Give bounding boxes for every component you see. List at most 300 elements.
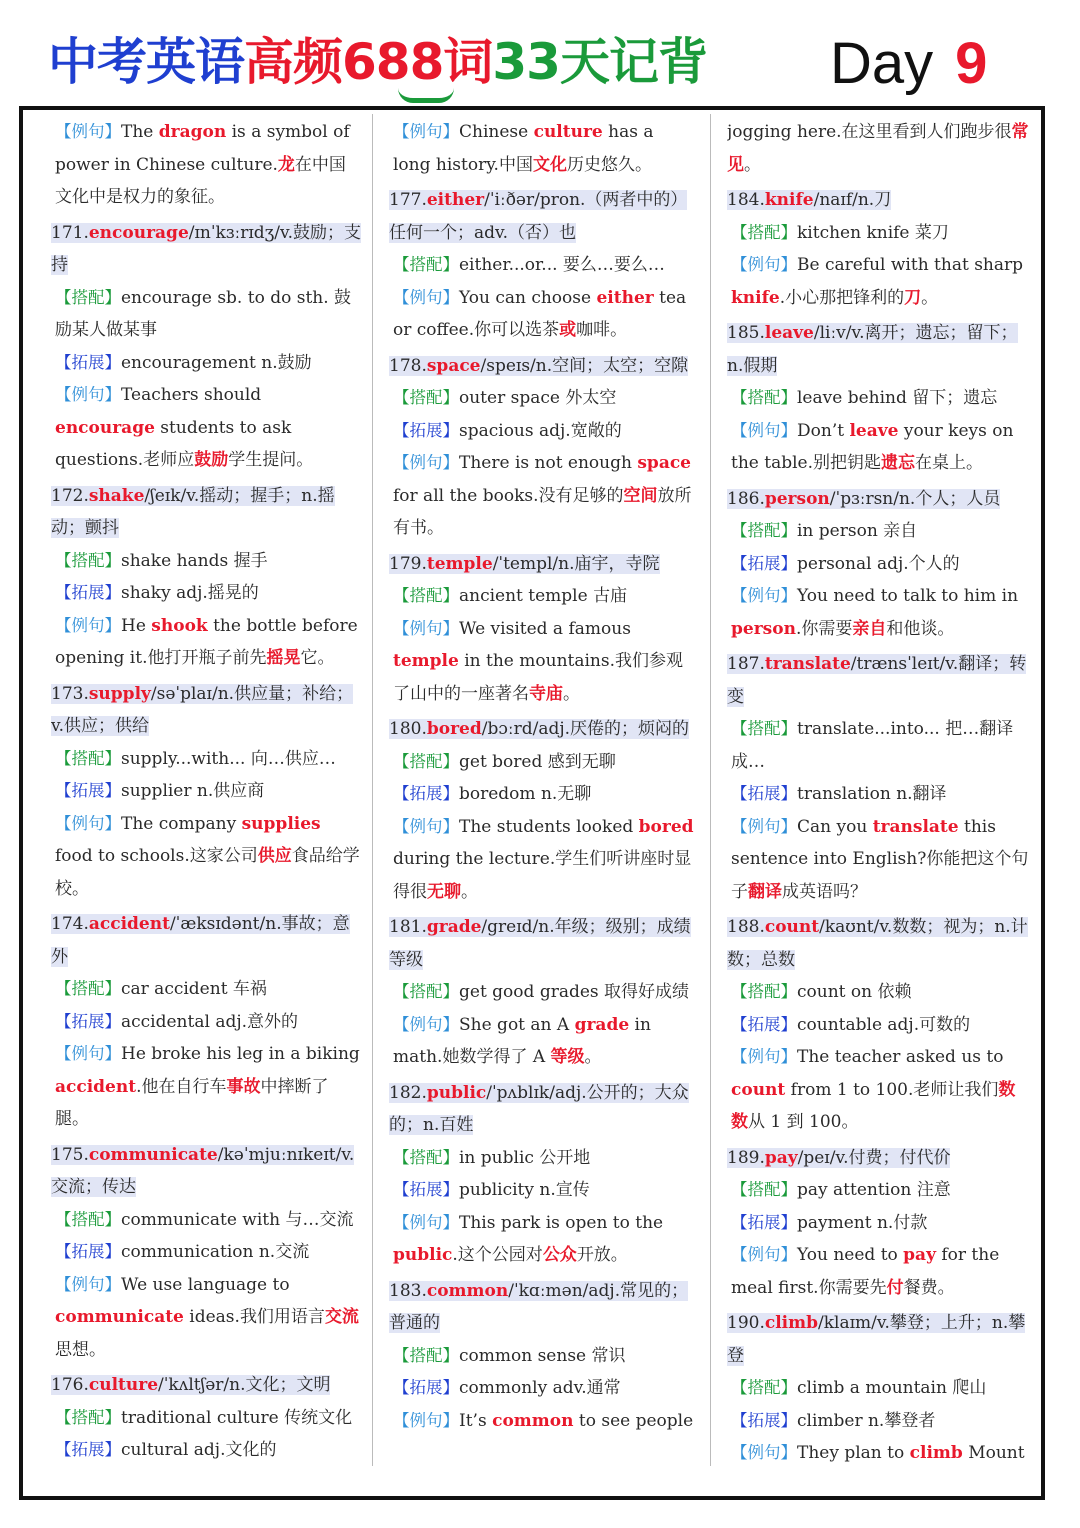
highlighted-keyword: 事故 bbox=[226, 1076, 261, 1097]
extension-line bbox=[51, 775, 361, 808]
highlighted-keyword: person bbox=[731, 618, 796, 639]
vocab-entry bbox=[389, 548, 694, 711]
extension-line bbox=[727, 548, 1032, 581]
collocation-line bbox=[389, 746, 694, 779]
example-text: Chinese culture has a long history.中国文化历史悠久。 bbox=[393, 122, 654, 175]
highlighted-keyword: 寺庙 bbox=[529, 683, 563, 704]
entry-number: 178. bbox=[389, 355, 427, 376]
extension-label: 【拓展】 bbox=[55, 583, 121, 602]
phonetic-and-definition: /ˈpɜːrsn/n.个人；人员 bbox=[829, 488, 1001, 509]
vocab-entry bbox=[727, 317, 1032, 480]
phonetic-and-definition: /ˈiːðər/pron.（两者中的）任何一个；adv.（否）也 bbox=[389, 190, 688, 243]
example-label: 【例句】 bbox=[55, 813, 121, 833]
vocab-entry bbox=[389, 350, 694, 545]
phonetic-and-definition: /ʃeɪk/v.摇动；握手；n.摇动；颤抖 bbox=[51, 485, 335, 538]
headword-line bbox=[727, 911, 1032, 976]
headword: supply bbox=[88, 683, 151, 704]
collocation-label: 【搭配】 bbox=[731, 222, 797, 242]
headword: public bbox=[426, 1082, 487, 1103]
headword: count bbox=[764, 917, 820, 937]
column-3 bbox=[727, 116, 1032, 1482]
extension-line bbox=[51, 347, 361, 380]
highlighted-keyword: 刀 bbox=[904, 287, 922, 308]
highlighted-keyword: 等级 bbox=[550, 1047, 585, 1067]
collocation-line bbox=[389, 382, 694, 415]
example-label: 【例句】 bbox=[55, 1044, 121, 1063]
continued-entry bbox=[51, 116, 361, 214]
title-part-2: 高频688词 bbox=[244, 33, 493, 91]
highlighted-keyword: 无聊 bbox=[427, 881, 461, 902]
extension-text: countable adj.可数的 bbox=[797, 1014, 971, 1035]
headword: either bbox=[426, 190, 485, 210]
example-line bbox=[51, 379, 361, 477]
extension-line bbox=[51, 1434, 361, 1467]
extension-label: 【拓展】 bbox=[55, 781, 121, 800]
collocation-label: 【搭配】 bbox=[55, 748, 121, 768]
highlighted-keyword: 空间 bbox=[623, 485, 658, 506]
headword-highlight bbox=[51, 1375, 330, 1395]
example-label: 【例句】 bbox=[731, 255, 797, 274]
phonetic-and-definition: /greɪd/n.年级；级别；成绩等级 bbox=[389, 917, 691, 970]
example-text: You need to talk to him in person.你需要亲自和他谈。 bbox=[731, 586, 1019, 639]
highlighted-keyword: leave bbox=[849, 420, 899, 441]
extension-line bbox=[727, 1009, 1032, 1042]
entry-number: 177. bbox=[389, 190, 427, 210]
headword-line bbox=[51, 1369, 361, 1402]
title-part-3: 33天记背 bbox=[492, 33, 707, 91]
collocation-label: 【搭配】 bbox=[393, 1345, 459, 1365]
collocation-label: 【搭配】 bbox=[731, 1180, 797, 1199]
headword: knife bbox=[764, 190, 814, 210]
example-text: It’s common to see people bbox=[459, 1410, 694, 1431]
headword-highlight bbox=[389, 356, 688, 376]
phonetic-and-definition: /bɔːrd/adj.厌倦的；烦闷的 bbox=[481, 719, 690, 739]
example-line bbox=[727, 1437, 1032, 1470]
headword: person bbox=[764, 488, 830, 509]
example-text: Don’t leave your keys on the table.别把钥匙遗忘在桌上。 bbox=[731, 420, 1014, 473]
vocab-entry bbox=[727, 1142, 1032, 1305]
example-line bbox=[727, 1041, 1032, 1139]
headword-line bbox=[727, 1307, 1032, 1372]
example-line bbox=[727, 1239, 1032, 1304]
extension-label: 【拓展】 bbox=[731, 1014, 797, 1034]
extension-label: 【拓展】 bbox=[731, 553, 797, 573]
extension-line bbox=[727, 1207, 1032, 1240]
example-line bbox=[51, 808, 361, 906]
entry-number: 184. bbox=[727, 190, 765, 210]
example-label: 【例句】 bbox=[393, 287, 459, 307]
example-line bbox=[727, 249, 1032, 314]
collocation-text: pay attention 注意 bbox=[797, 1180, 951, 1200]
highlighted-keyword: 鼓励 bbox=[194, 450, 229, 470]
vocab-entry bbox=[727, 1307, 1032, 1470]
example-label: 【例句】 bbox=[393, 1212, 459, 1232]
phonetic-and-definition: /kəˈmjuːnɪkeɪt/v.交流；传达 bbox=[51, 1144, 355, 1197]
highlighted-keyword: culture bbox=[533, 122, 603, 142]
highlighted-keyword: 交流 bbox=[324, 1307, 359, 1327]
example-text: She got an A grade in math.她数学得了 A 等级。 bbox=[393, 1014, 651, 1067]
entry-number: 182. bbox=[389, 1082, 427, 1103]
extension-text: encouragement n.鼓励 bbox=[121, 352, 312, 373]
highlighted-keyword: climb bbox=[909, 1443, 963, 1463]
headword: common bbox=[426, 1280, 509, 1301]
continued-entry bbox=[389, 116, 694, 181]
extension-label: 【拓展】 bbox=[393, 784, 459, 803]
headword-line bbox=[51, 908, 361, 973]
entry-number: 187. bbox=[727, 654, 765, 674]
headword-highlight bbox=[727, 654, 1026, 707]
headword-highlight bbox=[389, 719, 689, 739]
headword-line bbox=[727, 483, 1032, 516]
headword: shake bbox=[88, 485, 145, 506]
entry-number: 180. bbox=[389, 719, 427, 739]
example-line bbox=[389, 116, 694, 181]
collocation-text: outer space 外太空 bbox=[459, 388, 617, 408]
extension-text: accidental adj.意外的 bbox=[121, 1011, 299, 1032]
headword: grade bbox=[426, 917, 482, 937]
collocation-label: 【搭配】 bbox=[731, 521, 797, 540]
collocation-line bbox=[389, 249, 694, 282]
headword-line bbox=[51, 480, 361, 545]
collocation-line bbox=[389, 1340, 694, 1373]
page-title bbox=[48, 30, 707, 94]
collocation-text: get bored 感到无聊 bbox=[459, 751, 616, 772]
vocab-entry bbox=[389, 911, 694, 1074]
vocab-entry bbox=[727, 911, 1032, 1139]
collocation-line bbox=[51, 1204, 361, 1237]
highlighted-keyword: accident bbox=[55, 1076, 137, 1097]
highlighted-keyword: pay bbox=[903, 1245, 936, 1265]
example-text: You need to pay for the meal first.你需要先付餐费。 bbox=[731, 1245, 1000, 1298]
example-line bbox=[389, 1207, 694, 1272]
headword-line bbox=[727, 184, 1032, 217]
collocation-line bbox=[727, 1372, 1032, 1405]
entry-number: 174. bbox=[51, 914, 89, 934]
column-divider bbox=[710, 114, 711, 1466]
collocation-line bbox=[727, 713, 1032, 778]
extension-line bbox=[727, 778, 1032, 811]
highlighted-keyword: dragon bbox=[158, 122, 227, 142]
example-label: 【例句】 bbox=[55, 1274, 121, 1294]
vocab-entry bbox=[727, 483, 1032, 646]
example-label: 【例句】 bbox=[731, 420, 797, 440]
headword-line bbox=[389, 548, 694, 581]
collocation-text: supply...with... 向…供应… bbox=[121, 748, 336, 769]
highlighted-keyword: knife bbox=[731, 287, 780, 308]
phonetic-and-definition: /səˈplaɪ/n.供应量；补给；v.供应；供给 bbox=[51, 683, 354, 736]
extension-text: payment n.付款 bbox=[797, 1212, 928, 1233]
entry-number: 181. bbox=[389, 917, 427, 937]
vocab-entry bbox=[51, 908, 361, 1136]
extension-text: shaky adj.摇晃的 bbox=[121, 583, 259, 603]
collocation-line bbox=[389, 976, 694, 1009]
vocab-entry bbox=[389, 713, 694, 908]
highlighted-keyword: space bbox=[637, 453, 691, 473]
example-text: He shook the bottle before opening it.他打开瓶子前先摇晃它。 bbox=[55, 615, 358, 668]
phonetic-and-definition: /kaʊnt/v.数数；视为；n.计数；总数 bbox=[727, 917, 1028, 970]
entry-number: 172. bbox=[51, 485, 89, 506]
collocation-line bbox=[51, 545, 361, 578]
extension-text: commonly adv.通常 bbox=[459, 1378, 621, 1398]
vocab-entry bbox=[51, 480, 361, 675]
entry-number: 185. bbox=[727, 323, 765, 343]
day-number: 9 bbox=[955, 31, 988, 96]
page-header bbox=[0, 0, 1080, 108]
example-label: 【例句】 bbox=[393, 453, 459, 472]
collocation-line bbox=[727, 976, 1032, 1009]
example-line bbox=[51, 116, 361, 214]
headword-line bbox=[389, 911, 694, 976]
example-label: 【例句】 bbox=[731, 1047, 797, 1066]
headword-highlight bbox=[727, 489, 1000, 509]
phonetic-and-definition: /trænsˈleɪt/v.翻译；转变 bbox=[727, 654, 1027, 707]
extension-text: communication n.交流 bbox=[121, 1242, 310, 1262]
example-label: 【例句】 bbox=[393, 816, 459, 836]
extension-text: publicity n.宣传 bbox=[459, 1180, 590, 1200]
entry-number: 171. bbox=[51, 222, 89, 243]
collocation-text: common sense 常识 bbox=[459, 1345, 626, 1366]
vocab-entry bbox=[727, 184, 1032, 314]
extension-text: personal adj.个人的 bbox=[797, 553, 960, 574]
example-label: 【例句】 bbox=[393, 1410, 459, 1430]
collocation-line bbox=[727, 515, 1032, 548]
headword-highlight bbox=[51, 1145, 354, 1198]
collocation-text: get good grades 取得好成绩 bbox=[459, 982, 690, 1002]
example-label: 【例句】 bbox=[731, 1443, 797, 1462]
entry-number: 173. bbox=[51, 683, 89, 704]
phonetic-and-definition: /liːv/v.离开；遗忘；留下；n.假期 bbox=[727, 323, 1018, 376]
headword-line bbox=[51, 1139, 361, 1204]
highlighted-keyword: 公众 bbox=[542, 1245, 577, 1265]
collocation-label: 【搭配】 bbox=[393, 586, 459, 605]
highlighted-keyword: 文化 bbox=[532, 154, 567, 175]
headword: culture bbox=[88, 1375, 159, 1395]
extension-line bbox=[51, 577, 361, 610]
collocation-label: 【搭配】 bbox=[393, 1147, 459, 1167]
headword: leave bbox=[764, 323, 814, 343]
example-label: 【例句】 bbox=[393, 618, 459, 638]
extension-label: 【拓展】 bbox=[55, 1440, 121, 1459]
example-line bbox=[389, 447, 694, 545]
example-line bbox=[51, 1269, 361, 1367]
example-text: They plan to climb Mount bbox=[797, 1443, 1025, 1463]
entry-number: 179. bbox=[389, 553, 427, 574]
highlighted-keyword: 或 bbox=[559, 320, 577, 340]
headword: translate bbox=[764, 654, 851, 674]
example-label: 【例句】 bbox=[731, 1245, 797, 1264]
collocation-label: 【搭配】 bbox=[393, 751, 459, 771]
example-line bbox=[389, 1009, 694, 1074]
headword-line bbox=[389, 1275, 694, 1340]
highlighted-keyword: 常见 bbox=[727, 122, 1029, 175]
collocation-text: climb a mountain 爬山 bbox=[797, 1378, 987, 1398]
phonetic-and-definition: /ˈpʌblɪk/adj.公开的；大众的；n.百姓 bbox=[389, 1082, 689, 1135]
headword-line bbox=[51, 678, 361, 743]
example-text: We visited a famous temple in the mountains.我们参观了山中的一座著名寺庙。 bbox=[393, 618, 683, 704]
collocation-label: 【搭配】 bbox=[393, 255, 459, 274]
headword-line bbox=[727, 317, 1032, 382]
example-text: He broke his leg in a biking accident.他在自行车事故中摔断了腿。 bbox=[55, 1044, 360, 1129]
collocation-line bbox=[51, 282, 361, 347]
highlighted-keyword: 数数 bbox=[731, 1079, 1016, 1132]
example-text: The students looked bored during the lecture.学生们听讲座时显得很无聊。 bbox=[393, 816, 694, 902]
extension-label: 【拓展】 bbox=[55, 1242, 121, 1261]
highlighted-keyword: either bbox=[596, 287, 654, 308]
collocation-label: 【搭配】 bbox=[731, 982, 797, 1001]
title-underline-decoration bbox=[398, 88, 454, 103]
vocab-entry bbox=[51, 217, 361, 477]
collocation-text: communicate with 与…交流 bbox=[121, 1209, 354, 1230]
headword-line bbox=[51, 217, 361, 282]
example-line bbox=[727, 580, 1032, 645]
continued-entry bbox=[727, 116, 1032, 181]
collocation-label: 【搭配】 bbox=[731, 719, 797, 738]
collocation-text: car accident 车祸 bbox=[121, 979, 267, 999]
headword-highlight bbox=[389, 917, 691, 970]
title-part-1: 中考英语 bbox=[48, 33, 244, 91]
column-1 bbox=[51, 116, 361, 1482]
example-line bbox=[51, 610, 361, 675]
collocation-text: count on 依赖 bbox=[797, 982, 912, 1002]
column-2 bbox=[389, 116, 694, 1482]
collocation-text: shake hands 握手 bbox=[121, 550, 268, 571]
example-line bbox=[389, 811, 694, 909]
headword-highlight bbox=[51, 684, 353, 737]
example-line bbox=[389, 1405, 694, 1438]
collocation-line bbox=[51, 973, 361, 1006]
example-label: 【例句】 bbox=[55, 385, 121, 404]
highlighted-keyword: temple bbox=[393, 651, 459, 671]
day-indicator bbox=[830, 32, 987, 96]
headword-highlight bbox=[727, 190, 891, 210]
example-line bbox=[727, 811, 1032, 909]
highlighted-keyword: bored bbox=[638, 816, 694, 837]
extension-label: 【拓展】 bbox=[393, 420, 459, 440]
collocation-label: 【搭配】 bbox=[55, 550, 121, 570]
phonetic-and-definition: /ˈkʌltʃər/n.文化；文明 bbox=[158, 1375, 331, 1395]
collocation-label: 【搭配】 bbox=[55, 1407, 121, 1427]
collocation-text: translate...into... 把…翻译成… bbox=[731, 719, 1014, 772]
highlighted-keyword: 亲自 bbox=[852, 618, 887, 639]
collocation-line bbox=[727, 382, 1032, 415]
example-text: Teachers should encourage students to ask questions.老师应鼓励学生提问。 bbox=[55, 385, 314, 470]
example-text: We use language to communicate ideas.我们用语言交流思想。 bbox=[55, 1274, 359, 1360]
headword-line bbox=[389, 350, 694, 383]
headword-line bbox=[727, 1142, 1032, 1175]
collocation-line bbox=[727, 1174, 1032, 1207]
headword-highlight bbox=[727, 323, 1018, 376]
entry-number: 188. bbox=[727, 917, 765, 937]
extension-line bbox=[389, 415, 694, 448]
highlighted-keyword: translate bbox=[872, 816, 959, 837]
vocabulary-frame bbox=[19, 106, 1045, 1500]
highlighted-keyword: encourage bbox=[55, 417, 155, 438]
entry-number: 175. bbox=[51, 1144, 89, 1165]
headword: communicate bbox=[88, 1144, 218, 1165]
phonetic-and-definition: /ˈæksɪdənt/n.事故；意外 bbox=[51, 914, 350, 967]
example-line bbox=[51, 1038, 361, 1136]
highlighted-keyword: shook bbox=[151, 615, 208, 636]
example-label: 【例句】 bbox=[731, 586, 797, 605]
phonetic-and-definition: /speɪs/n.空间；太空；空隙 bbox=[480, 355, 689, 376]
example-line bbox=[727, 415, 1032, 480]
extension-line bbox=[389, 1372, 694, 1405]
highlighted-keyword: count bbox=[731, 1079, 786, 1100]
continued-example: jogging here.在这里看到人们跑步很常见。 bbox=[727, 122, 1029, 175]
collocation-text: encourage sb. to do sth. 鼓励某人做某事 bbox=[55, 287, 352, 340]
vocab-entry bbox=[389, 1077, 694, 1272]
headword-highlight bbox=[51, 486, 335, 539]
headword: accident bbox=[88, 914, 170, 934]
vocab-entry bbox=[389, 184, 694, 347]
phonetic-and-definition: /ˈtempl/n.庙宇，寺院 bbox=[492, 553, 660, 574]
entry-number: 186. bbox=[727, 488, 765, 509]
extension-label: 【拓展】 bbox=[55, 1011, 121, 1031]
collocation-label: 【搭配】 bbox=[55, 1209, 121, 1229]
highlighted-keyword: 遗忘 bbox=[881, 453, 915, 473]
collocation-line bbox=[51, 743, 361, 776]
example-text: This park is open to the public.这个公园对公众开放。 bbox=[393, 1212, 664, 1265]
extension-line bbox=[51, 1006, 361, 1039]
vocab-entry bbox=[389, 1275, 694, 1438]
headword-highlight bbox=[727, 1313, 1025, 1366]
vocab-entry bbox=[51, 1369, 361, 1467]
example-text: The company supplies food to schools.这家公司供应食品给学校。 bbox=[55, 813, 360, 899]
extension-line bbox=[389, 1174, 694, 1207]
example-label: 【例句】 bbox=[393, 122, 459, 141]
extension-label: 【拓展】 bbox=[731, 784, 797, 803]
phonetic-and-definition: /naɪf/n.刀 bbox=[813, 190, 892, 210]
example-line bbox=[389, 282, 694, 347]
example-label: 【例句】 bbox=[55, 615, 121, 635]
headword-line bbox=[389, 184, 694, 249]
collocation-label: 【搭配】 bbox=[393, 388, 459, 407]
extension-text: translation n.翻译 bbox=[797, 784, 947, 804]
extension-text: cultural adj.文化的 bbox=[121, 1440, 277, 1460]
entry-number: 176. bbox=[51, 1375, 89, 1395]
highlighted-keyword: grade bbox=[574, 1014, 630, 1035]
entry-number: 183. bbox=[389, 1280, 427, 1301]
phonetic-and-definition: /ɪnˈkɜːrɪdʒ/v.鼓励；支持 bbox=[51, 222, 361, 275]
collocation-label: 【搭配】 bbox=[55, 287, 121, 307]
extension-label: 【拓展】 bbox=[731, 1410, 797, 1430]
vocab-entry bbox=[51, 678, 361, 906]
collocation-line bbox=[51, 1402, 361, 1435]
extension-line bbox=[389, 778, 694, 811]
headword-highlight bbox=[389, 1083, 689, 1136]
entry-number: 190. bbox=[727, 1313, 765, 1333]
collocation-label: 【搭配】 bbox=[55, 979, 121, 998]
headword-highlight bbox=[727, 917, 1028, 970]
collocation-label: 【搭配】 bbox=[731, 388, 797, 407]
headword-line bbox=[389, 1077, 694, 1142]
example-label: 【例句】 bbox=[731, 816, 797, 836]
highlighted-keyword: supplies bbox=[241, 813, 321, 834]
collocation-text: either...or... 要么…要么… bbox=[459, 255, 665, 275]
extension-label: 【拓展】 bbox=[393, 1180, 459, 1199]
phonetic-and-definition: /ˈkɑːmən/adj.常见的；普通的 bbox=[389, 1280, 689, 1333]
extension-label: 【拓展】 bbox=[55, 352, 121, 372]
extension-label: 【拓展】 bbox=[393, 1378, 459, 1397]
phonetic-and-definition: /klaɪm/v.攀登；上升；n.攀登 bbox=[727, 1313, 1026, 1366]
example-line bbox=[389, 613, 694, 711]
example-text: The dragon is a symbol of power in Chinese culture.龙在中国文化中是权力的象征。 bbox=[55, 122, 350, 207]
highlighted-keyword: common bbox=[492, 1410, 574, 1431]
example-text: The teacher asked us to count from 1 to 100.老师让我们数数从 1 到 100。 bbox=[731, 1047, 1016, 1132]
headword: bored bbox=[426, 719, 482, 739]
highlighted-keyword: 摇晃 bbox=[266, 648, 301, 668]
example-label: 【例句】 bbox=[55, 122, 121, 141]
